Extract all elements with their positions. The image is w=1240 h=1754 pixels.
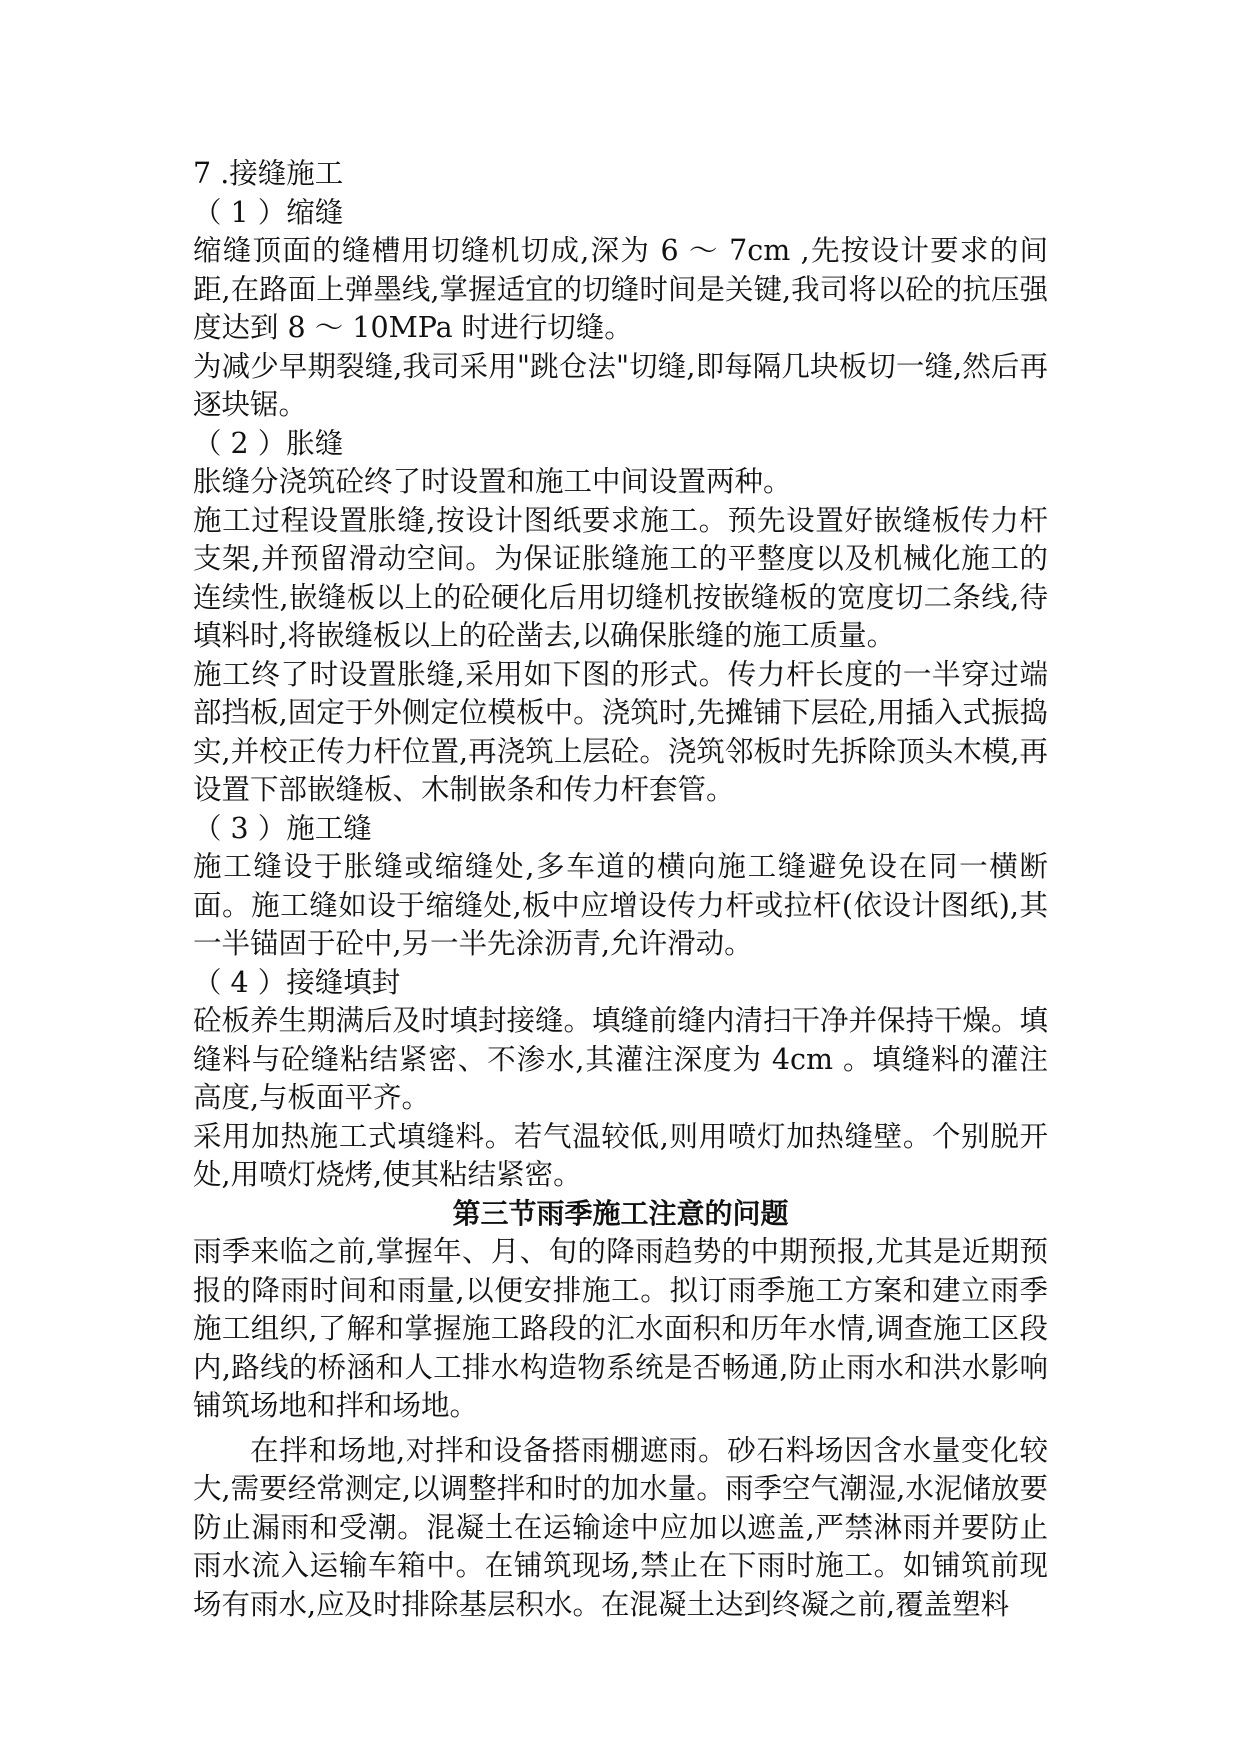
- paragraph: 雨季来临之前,掌握年、月、旬的降雨趋势的中期预报,尤其是近期预报的降雨时间和雨量,以便安排施工。拟订雨季施工方案和建立雨季施工组织,了解和掌握施工路段的汇水面积和历年水情,调查施工区段内,路线的桥涵和人工排水构造物系统是否畅通,防止雨水和洪水影响铺筑场地和拌和场地。: [193, 1235, 1048, 1422]
- paragraph: 砼板养生期满后及时填封接缝。填缝前缝内清扫干净并保持干燥。填缝料与砼缝粘结紧密、不渗水,其灌注深度为 4cm 。填缝料的灌注高度,与板面平齐。: [193, 1004, 1049, 1114]
- paragraph: 为减少早期裂缝,我司采用"跳仓法"切缝,即每隔几块板切一缝,然后再逐块锯。: [193, 349, 1048, 421]
- item-heading-joint-sealing: （ 4 ）接缝填封: [193, 965, 401, 999]
- document-body: [193, 155, 1048, 1624]
- paragraph: 施工过程设置胀缝,按设计图纸要求施工。预先设置好嵌缝板传力杆支架,并预留滑动空间。为保证胀缝施工的平整度以及机械化施工的连续性,嵌缝板以上的砼硬化后用切缝机按嵌缝板的宽度切二条线,待填料时,将嵌缝板以上的砼凿去,以确保胀缝的施工质量。: [193, 503, 1048, 652]
- paragraph: 胀缝分浇筑砼终了时设置和施工中间设置两种。: [193, 465, 792, 498]
- paragraph: 缩缝顶面的缝槽用切缝机切成,深为 6 ～ 7cm ,先按设计要求的间距,在路面上弹墨线,掌握适宜的切缝时间是关键,我司将以砼的抗压强度达到 8 ～ 10MPa 时进行切缝。: [193, 234, 1048, 344]
- item-heading-expansion-joint: （ 2 ）胀缝: [193, 426, 344, 460]
- item-heading-construction-joint: （ 3 ）施工缝: [193, 811, 372, 845]
- subsection-heading: 7 .接缝施工: [193, 157, 344, 190]
- paragraph: 施工缝设于胀缝或缩缝处,多车道的横向施工缝避免设在同一横断面。施工缝如设于缩缝处,板中应增设传力杆或拉杆(依设计图纸),其一半锚固于砼中,另一半先涂沥青,允许滑动。: [193, 850, 1048, 960]
- paragraph-indented: 在拌和场地,对拌和设备搭雨棚遮雨。砂石料场因含水量变化较大,需要经常测定,以调整拌和时的加水量。雨季空气潮湿,水泥储放要防止漏雨和受潮。混凝土在运输途中应加以遮盖,严禁淋雨并要防止雨水流入运输车箱中。在铺筑现场,禁止在下雨时施工。如铺筑前现场有雨水,应及时排除基层积水。在混凝土达到终凝之前,覆盖塑料: [193, 1433, 1048, 1621]
- item-heading-shrinkage-joint: （ 1 ）缩缝: [193, 195, 344, 229]
- section-title: 第三节雨季施工注意的问题: [452, 1196, 789, 1230]
- paragraph: 采用加热施工式填缝料。若气温较低,则用喷灯加热缝壁。个别脱开处,用喷灯烧烤,使其粘结紧密。: [193, 1119, 1048, 1191]
- paragraph: 施工终了时设置胀缝,采用如下图的形式。传力杆长度的一半穿过端部挡板,固定于外侧定位模板中。浇筑时,先摊铺下层砼,用插入式振捣实,并校正传力杆位置,再浇筑上层砼。浇筑邻板时先拆除顶头木模,再设置下部嵌缝板、木制嵌条和传力杆套管。: [193, 657, 1048, 806]
